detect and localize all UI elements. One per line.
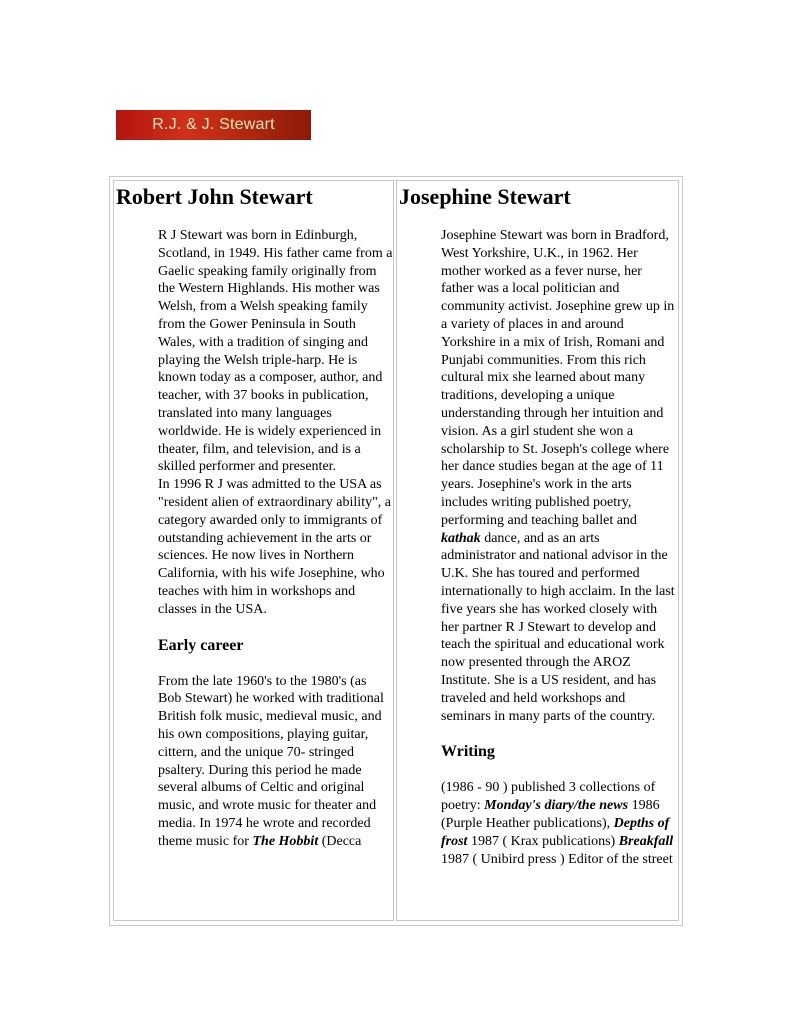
book-title: Monday's diary/the news	[484, 798, 629, 814]
book-title: Depths of frost	[441, 815, 670, 849]
book-title: Breakfall	[618, 833, 674, 849]
site-logo-banner	[116, 110, 311, 140]
robert-stewart-bio	[114, 211, 393, 851]
kathak-term: kathak	[441, 530, 481, 546]
bio-paragraph: In 1996 R J was admitted to the USA as "resident alien of extraordinary ability", a category awarded only to immigrants of outstanding achievement in the arts or sciences. He now lives in Northern California, with his wife Josephine, who teaches with him in workshops and classes in the USA.	[158, 477, 392, 617]
early-career-paragraph: From the late 1960's to the 1980's (as Bob Stewart) he worked with traditional British folk music, medieval music, and his own compositions, playing guitar, cittern, and the unique 70- stringed psaltery. During this period he made several albums of Celtic and original music, and wrote music for theater and media. In 1974 he wrote and recorded theme music for The Hobbit (Decca	[158, 673, 384, 849]
josephine-stewart-column	[396, 180, 679, 921]
content-table	[109, 176, 683, 926]
early-career-heading: Early career	[158, 636, 244, 654]
writing-paragraph: (1986 - 90 ) published 3 collections of poetry: Monday's diary/the news 1986 (Purple Heather publications), Depths of frost 1987 ( Krax publications) Breakfall 1987 ( Unibird press ) Editor of the street	[441, 780, 674, 867]
bio-paragraph: R J Stewart was born in Edinburgh, Scotland, in 1949. His father came from a Gaelic speaking family originally from the Western Highlands. His mother was Welsh, from a Welsh speaking family from the Gower Peninsula in South Wales, with a tradition of singing and playing the Welsh triple-harp. He is known today as a composer, author, and teacher, with 37 books in publication, translated into many languages worldwide. He is widely experienced in theater, film, and television, and is a skilled performer and presenter.	[158, 228, 393, 475]
bio-paragraph: Josephine Stewart was born in Bradford, West Yorkshire, U.K., in 1962. Her mother worked as a fever nurse, her father was a local politician and community activist. Josephine grew up in a variety of places in and around Yorkshire in a mix of Irish, Romani and Punjabi communities. From this rich cultural mix she learned about many traditions, developing a unique understanding through her intuition and vision. As a girl student she won a scholarship to St. Joseph's college where her dance studies began at the age of 11 years. Josephine's work in the arts includes writing published poetry, performing and teaching ballet and kathak dance, and as an arts administrator and national advisor in the U.K. She has toured and performed internationally to high acclaim. In the last five years she has worked closely with her partner R J Stewart to develop and teach the spiritual and educational work now presented through the AROZ Institute. She is a US resident, and has traveled and held workshops and seminars in many parts of the country.	[441, 228, 675, 724]
josephine-stewart-title: Josephine Stewart	[399, 184, 571, 209]
josephine-stewart-bio	[397, 211, 678, 868]
writing-heading: Writing	[441, 743, 495, 761]
hobbit-title: The Hobbit	[252, 833, 319, 849]
site-logo-text: R.J. & J. Stewart	[152, 116, 275, 133]
robert-stewart-column	[113, 180, 394, 921]
robert-stewart-title: Robert John Stewart	[116, 184, 313, 209]
